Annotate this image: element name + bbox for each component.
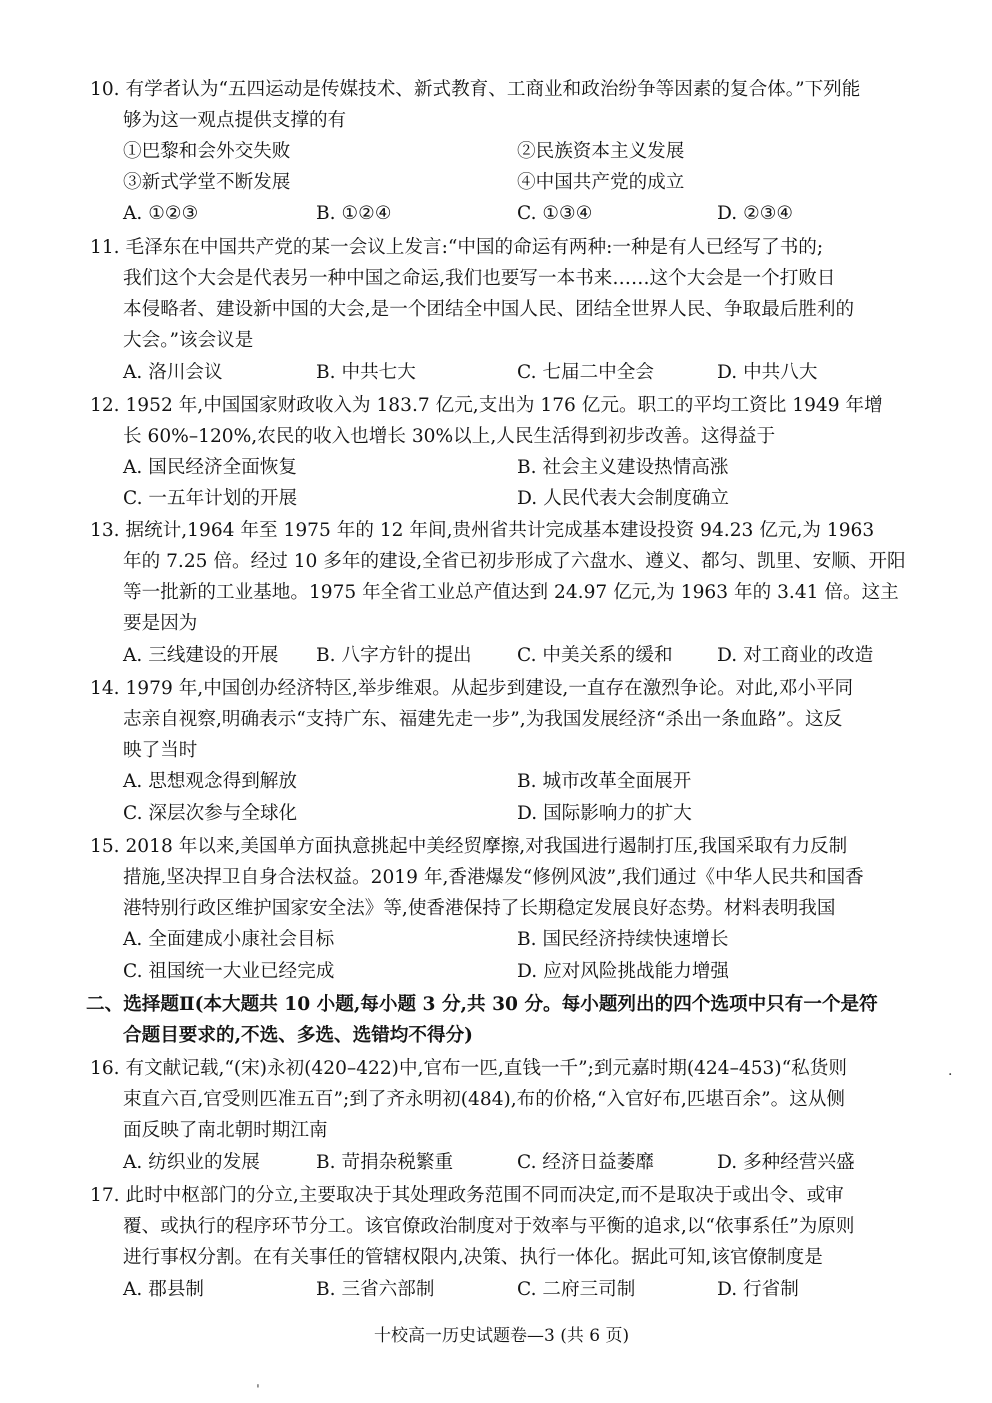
- q12-stem-line1: 12. 1952 年,中国国家财政收入为 183.7 亿元,支出为 176 亿元。职工的平均工资比 1949 年增: [90, 395, 883, 416]
- q17-option-d: D. 行省制: [717, 1279, 799, 1300]
- q13-option-b: B. 八字方针的提出: [316, 645, 472, 666]
- q12-stem-line2: 长 60%–120%,农民的收入也增长 30%以上,人民生活得到初步改善。这得益于: [123, 426, 776, 447]
- q11-option-b: B. 中共七大: [316, 362, 416, 383]
- q10-option-b: B. ①②④: [316, 203, 392, 224]
- q15-option-c: C. 祖国统一大业已经完成: [123, 961, 335, 982]
- q14-option-b: B. 城市改革全面展开: [517, 771, 692, 792]
- page-footer: 十校高一历史试题卷—3 (共 6 页): [374, 1326, 630, 1346]
- q14-option-c: C. 深层次参与全球化: [123, 803, 298, 824]
- q16-stem-line3: 面反映了南北朝时期江南: [123, 1120, 328, 1141]
- q13-stem-line1: 13. 据统计,1964 年至 1975 年的 12 年间,贵州省共计完成基本建设投资 94.23 亿元,为 1963: [90, 520, 875, 541]
- q15-option-a: A. 全面建成小康社会目标: [123, 929, 335, 950]
- q17-stem-line1: 17. 此时中枢部门的分立,主要取决于其处理政务范围不同而决定,而不是取决于或出令、或审: [90, 1185, 844, 1206]
- q13-option-c: C. 中美关系的缓和: [517, 645, 673, 666]
- q13-stem-line2: 年的 7.25 倍。经过 10 多年的建设,全省已初步形成了六盘水、遵义、都匀、凯里、安顺、开阳: [123, 551, 906, 572]
- q10-statement-4: ④中国共产党的成立: [517, 172, 685, 193]
- q10-statement-3: ③新式学堂不断发展: [123, 172, 291, 193]
- q11-stem-line4: 大会。”该会议是: [123, 330, 254, 351]
- q15-option-d: D. 应对风险挑战能力增强: [517, 961, 730, 982]
- q11-stem-line1: 11. 毛泽东在中国共产党的某一会议上发言:“中国的命运有两种:一种是有人已经写了书的;: [90, 237, 824, 258]
- q10-option-a: A. ①②③: [123, 203, 199, 224]
- q17-option-b: B. 三省六部制: [316, 1279, 435, 1300]
- q13-option-d: D. 对工商业的改造: [717, 645, 874, 666]
- q15-stem-line3: 港特别行政区维护国家安全法》等,使香港保持了长期稳定发展良好态势。材料表明我国: [123, 898, 836, 919]
- q10-stem-line2: 够为这一观点提供支撑的有: [123, 110, 347, 131]
- q12-option-c: C. 一五年计划的开展: [123, 488, 298, 509]
- scan-speck: ˈ: [256, 1383, 260, 1399]
- section-2-heading-line2: 合题目要求的,不选、多选、选错均不得分): [123, 1025, 473, 1046]
- q11-option-a: A. 洛川会议: [123, 362, 223, 383]
- q14-stem-line3: 映了当时: [123, 740, 198, 761]
- q10-stem-line1: 10. 有学者认为“五四运动是传媒技术、新式教育、工商业和政治纷争等因素的复合体。”下列能: [90, 79, 861, 100]
- q12-option-b: B. 社会主义建设热情高涨: [517, 457, 729, 478]
- q11-option-d: D. 中共八大: [717, 362, 818, 383]
- q15-stem-line2: 措施,坚决捍卫自身合法权益。2019 年,香港爆发“修例风波”,我们通过《中华人民共和国香: [123, 867, 864, 888]
- q11-stem-line2: 我们这个大会是代表另一种中国之命运,我们也要写一本书来……这个大会是一个打败日: [123, 268, 836, 289]
- q17-option-c: C. 二府三司制: [517, 1279, 636, 1300]
- q16-stem-line1: 16. 有文献记载,“(宋)永初(420–422)中,官布一匹,直钱一千”;到元嘉时期(424–453)“私货则: [90, 1058, 847, 1079]
- q11-option-c: C. 七届二中全会: [517, 362, 654, 383]
- scan-speck: ·: [948, 1067, 953, 1083]
- q13-stem-line3: 等一批新的工业基地。1975 年全省工业总产值达到 24.97 亿元,为 1963 年的 3.41 倍。这主: [123, 582, 899, 603]
- q10-option-d: D. ②③④: [717, 203, 794, 224]
- q11-stem-line3: 本侵略者、建设新中国的大会,是一个团结全中国人民、团结全世界人民、争取最后胜利的: [123, 299, 855, 320]
- q13-stem-line4: 要是因为: [123, 613, 198, 634]
- q15-option-b: B. 国民经济持续快速增长: [517, 929, 729, 950]
- q12-option-d: D. 人民代表大会制度确立: [517, 488, 730, 509]
- q17-stem-line3: 进行事权分割。在有关事任的管辖权限内,决策、执行一体化。据此可知,该官僚制度是: [123, 1247, 823, 1268]
- q14-stem-line1: 14. 1979 年,中国创办经济特区,举步维艰。从起步到建设,一直存在激烈争论。对此,邓小平同: [90, 678, 854, 699]
- q17-option-a: A. 郡县制: [123, 1279, 205, 1300]
- q16-option-b: B. 苛捐杂税繁重: [316, 1152, 454, 1173]
- q16-option-a: A. 纺织业的发展: [123, 1152, 260, 1173]
- section-2-heading-line1: 二、选择题Ⅱ(本大题共 10 小题,每小题 3 分,共 30 分。每小题列出的四个选项中只有一个是符: [86, 994, 878, 1015]
- q10-statement-2: ②民族资本主义发展: [517, 141, 685, 162]
- q16-stem-line2: 束直六百,官受则匹准五百”;到了齐永明初(484),布的价格,“入官好布,匹堪百余”。这从侧: [123, 1089, 846, 1110]
- q16-option-d: D. 多种经营兴盛: [717, 1152, 855, 1173]
- q10-statement-1: ①巴黎和会外交失败: [123, 141, 291, 162]
- q17-stem-line2: 覆、或执行的程序环节分工。该官僚政治制度对于效率与平衡的追求,以“依事系任”为原则: [123, 1216, 855, 1237]
- q14-stem-line2: 志亲自视察,明确表示“支持广东、福建先走一步”,为我国发展经济“杀出一条血路”。这反: [123, 709, 843, 730]
- q14-option-d: D. 国际影响力的扩大: [517, 803, 692, 824]
- q10-option-c: C. ①③④: [517, 203, 593, 224]
- q16-option-c: C. 经济日益萎靡: [517, 1152, 654, 1173]
- q12-option-a: A. 国民经济全面恢复: [123, 457, 297, 478]
- q13-option-a: A. 三线建设的开展: [123, 645, 279, 666]
- q15-stem-line1: 15. 2018 年以来,美国单方面执意挑起中美经贸摩擦,对我国进行遏制打压,我国采取有力反制: [90, 836, 848, 857]
- q14-option-a: A. 思想观念得到解放: [123, 771, 297, 792]
